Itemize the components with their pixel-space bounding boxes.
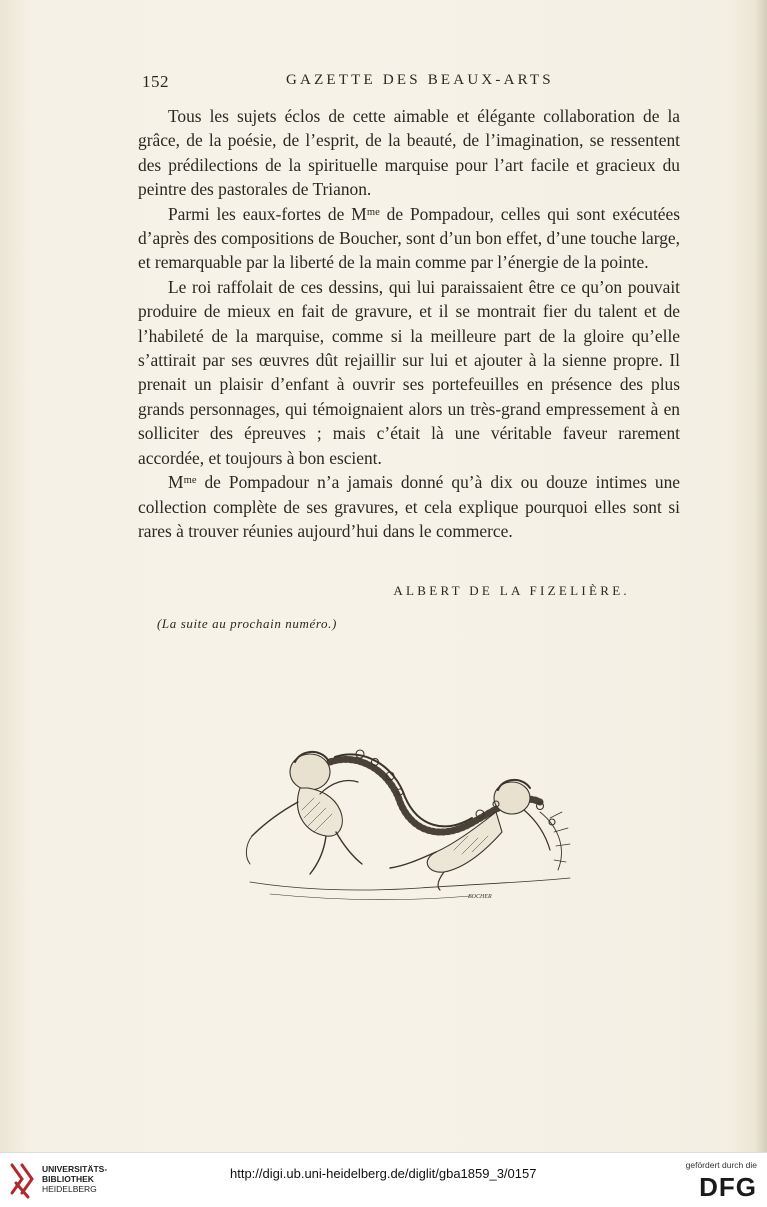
author-signature: ALBERT DE LA FIZELIÈRE. <box>393 583 630 598</box>
paragraph: Parmi les eaux-fortes de Mᵐᵉ de Pompadour, celles qui sont exécutées d’après des compositions de Boucher, sont d’un bon effet, d’une touche large, et remarquable par la liberté de la main comme par l’énergie de la pointe. <box>138 203 680 273</box>
permalink-url[interactable]: http://digi.ub.uni-heidelberg.de/diglit/gba1859_3/0157 <box>230 1166 537 1181</box>
dfg-logo: DFG <box>699 1172 757 1202</box>
paragraph: Le roi raffolait de ces dessins, qui lui paraissaient être ce qu’on pouvait produire de mieux en fait de gravure, et il se montrait fier du talent et de l’habileté de la marquise, comme si la meilleure part de la gloire qu’elle s’attirait par ses œuvres dût rejaillir sur lui et ajouter à la sienne propre. Il prenait un plaisir d’enfant à ouvrir ses portefeuilles en présence des plus grands personnages, qui témoignaient alors un très-grand empressement à en solliciter des épreuves ; mais c’était là une véritable faveur rarement accordée, et toujours à bon escient. <box>138 276 680 468</box>
page-edge-shadow <box>755 0 767 1152</box>
journal-title: GAZETTE DES BEAUX-ARTS <box>286 72 554 88</box>
cherubs-vignette <box>240 732 580 912</box>
funded-by-label: gefördert durch die <box>685 1160 757 1170</box>
university-logo-icon <box>8 1161 36 1201</box>
footer-bar <box>0 1152 767 1207</box>
page-number: 152 <box>142 72 169 91</box>
running-head <box>142 72 682 96</box>
article-body <box>138 104 680 543</box>
continued-note: (La suite au prochain numéro.) <box>157 616 337 631</box>
paragraph: Tous les sujets éclos de cette aimable et élégante collaboration de la grâce, de la poésie, de l’esprit, de la beauté, de l’imagination, se ressentent des prédilections de la spirituelle marquise pour l’art facile et gracieux du peintre des pastorales de Trianon. <box>138 106 680 200</box>
institution-line: UNIVERSITÄTS- <box>42 1164 108 1174</box>
artist-mark: BOCHER <box>468 894 492 900</box>
institution-line: BIBLIOTHEK <box>42 1174 94 1184</box>
paragraph: Mᵐᵉ de Pompadour n’a jamais donné qu’à dix ou douze intimes une collection complète de ses gravures, et cela explique pourquoi elles sont si rares à trouver réunies aujourd’hui dans le commerce. <box>138 472 680 541</box>
institution-name <box>42 1164 107 1194</box>
institution-line: HEIDELBERG <box>42 1184 97 1194</box>
